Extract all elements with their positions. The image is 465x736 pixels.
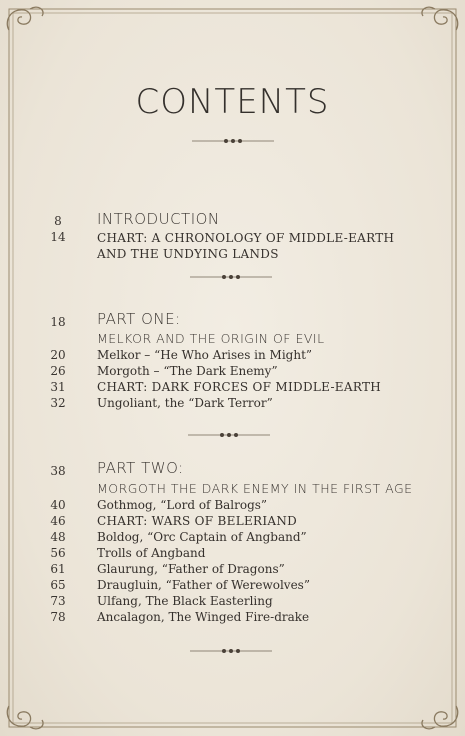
page-number: 14 [50, 230, 66, 244]
page-number: 18 [50, 315, 66, 329]
page-number: 38 [50, 464, 66, 478]
page-number: 20 [50, 348, 66, 362]
divider-ornament-icon [190, 647, 272, 655]
page-number: 32 [50, 396, 66, 410]
entry-title: Trolls of Angband [97, 546, 206, 560]
page-number: 65 [50, 578, 66, 592]
entry-title: INTRODUCTION [97, 210, 220, 228]
page-number: 8 [54, 214, 62, 228]
page-number: 26 [50, 364, 66, 378]
page-number: 78 [50, 610, 66, 624]
part-title: PART TWO: [97, 459, 184, 477]
entry-title: Ancalagon, The Winged Fire-drake [97, 610, 310, 624]
page-number: 73 [50, 594, 66, 608]
part-subtitle: MELKOR AND THE ORIGIN OF EVIL [97, 331, 325, 346]
page-number: 31 [50, 380, 66, 394]
page-number: 56 [50, 546, 66, 560]
entry-title: Morgoth – “The Dark Enemy” [97, 364, 278, 378]
page-number: 46 [50, 514, 66, 528]
entry-title: Draugluin, “Father of Werewolves” [97, 578, 310, 592]
page-number: 61 [50, 562, 66, 576]
entry-title: Glaurung, “Father of Dragons” [97, 562, 285, 576]
part-title: PART ONE: [97, 310, 181, 328]
divider-ornament-icon [188, 431, 270, 439]
entry-title: Ungoliant, the “Dark Terror” [97, 396, 273, 410]
entry-title: Melkor – “He Who Arises in Might” [97, 348, 313, 362]
page-number: 40 [50, 498, 66, 512]
entry-title: CHART: DARK FORCES OF MIDDLE-EARTH [97, 380, 382, 394]
divider-ornament-icon [190, 273, 272, 281]
page-title: CONTENTS [135, 82, 330, 122]
entry-title: Ulfang, The Black Easterling [97, 594, 273, 608]
page-number: 48 [50, 530, 66, 544]
divider-ornament-icon [192, 137, 274, 145]
part-subtitle: MORGOTH THE DARK ENEMY IN THE FIRST AGE [97, 481, 413, 496]
entry-title: CHART: A CHRONOLOGY OF MIDDLE-EARTH AND THE UNDYING LANDS [97, 231, 395, 261]
entry-title: CHART: WARS OF BELERIAND [97, 514, 298, 528]
entry-title: Boldog, “Orc Captain of Angband” [97, 530, 307, 544]
entry-title: Gothmog, “Lord of Balrogs” [97, 498, 268, 512]
